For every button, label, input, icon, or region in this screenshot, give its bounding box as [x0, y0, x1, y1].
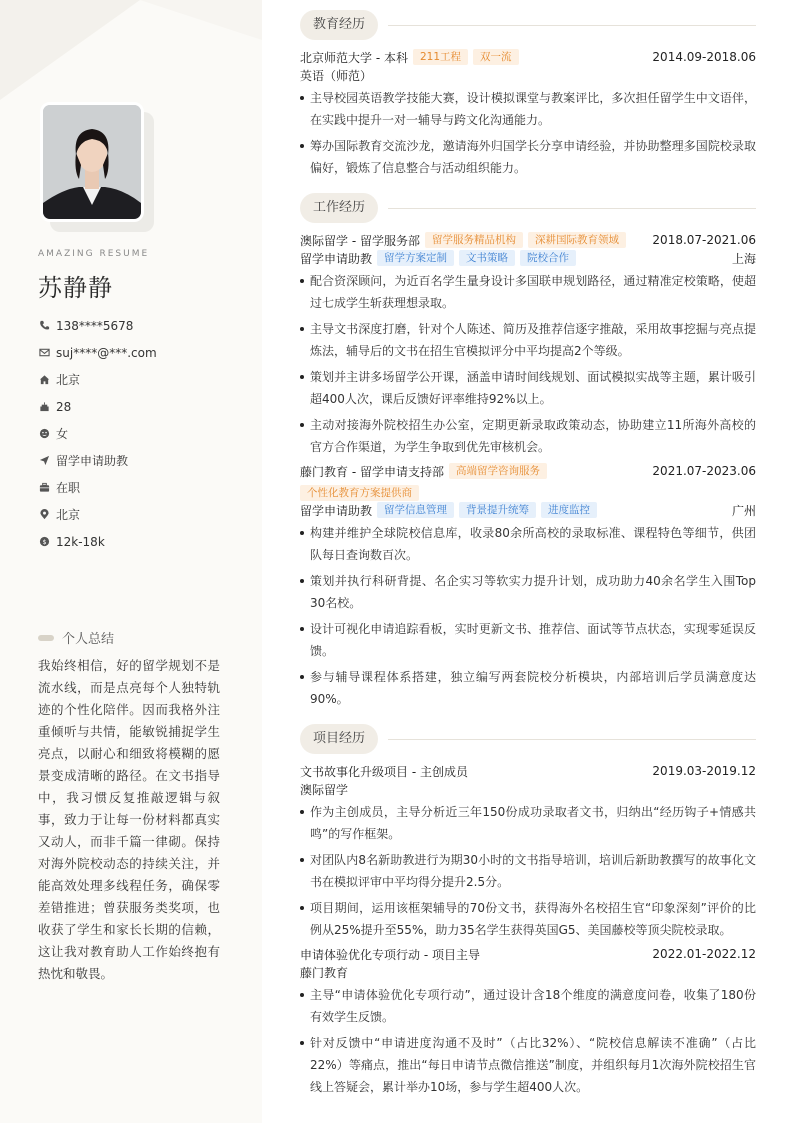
list-item: 作为主创成员，主导分析近三年150份成功录取者文书，归纳出“经历钩子+情感共鸣”的写作框架。	[300, 801, 756, 845]
list-item: 针对反馈中“申请进度沟通不及时”（占比32%）、“院校信息解读不准确”（占比22%）等痛点，推出“每日申请节点微信推送”制度，并组织每月1次海外院校招生官线上答疑会，累计举办10场，参与学生超400人次。	[300, 1032, 756, 1098]
tag: 留学服务精品机构	[425, 232, 523, 248]
tag: 高端留学咨询服务	[449, 463, 547, 479]
info-salary: $ 12k-18k	[38, 528, 248, 555]
list-item: 构建并维护全球院校信息库，收录80余所高校的录取标准、课程特色等细节，供团队每日查询数百次。	[300, 522, 756, 566]
briefcase-icon	[38, 482, 50, 494]
tag: 深耕国际教育领域	[528, 232, 626, 248]
bullet-list	[300, 984, 756, 1098]
divider	[388, 739, 756, 740]
list-item: 主导文书深度打磨，针对个人陈述、简历及推荐信逐字推敲，采用故事挖掘与亮点提炼法，辅导后的文书在招生官模拟评分中平均提高2个等级。	[300, 318, 756, 362]
list-item: 项目期间，运用该框架辅导的70份文书，获得海外名校招生官“印象深刻”评价的比例从25%提升至55%，助力35名学生获得英国G5、美国藤校等顶尖院校录取。	[300, 897, 756, 941]
phone-icon	[38, 320, 50, 332]
portrait-image	[43, 105, 141, 219]
cake-icon	[38, 401, 50, 413]
send-icon	[38, 455, 50, 467]
gender-icon	[38, 428, 50, 440]
salary-icon	[38, 536, 50, 548]
section-header	[300, 724, 756, 754]
info-position: 留学申请助教	[38, 447, 248, 474]
date-range: 2019.03-2019.12	[652, 764, 756, 778]
role: 留学申请助教	[300, 503, 373, 518]
info-status: 在职	[38, 474, 248, 501]
avatar	[40, 102, 144, 222]
tag: 留学方案定制	[377, 250, 454, 266]
divider	[388, 208, 756, 209]
bullet-list	[300, 270, 756, 458]
email-icon	[38, 347, 50, 359]
section-title: 项目经历	[300, 724, 378, 754]
organization: 藤门教育	[300, 965, 349, 980]
contact-info	[38, 312, 248, 555]
work-entry	[300, 231, 756, 458]
info-age: 28	[38, 393, 248, 420]
date-range: 2018.07-2021.06	[652, 233, 756, 247]
list-item: 主导“申请体验优化专项行动”，通过设计含18个维度的满意度问卷，收集了180份有效学生反馈。	[300, 984, 756, 1028]
info-gender: 女	[38, 420, 248, 447]
person-name: 苏静静	[38, 274, 113, 302]
city: 广州	[731, 503, 756, 518]
list-item: 配合资深顾问，为近百名学生量身设计多国联申规划路径，通过精准定校策略，使超过七成学生斩获理想录取。	[300, 270, 756, 314]
tag: 211工程	[413, 49, 468, 65]
summary-heading: 个人总结	[38, 628, 114, 647]
tag: 背景提升统筹	[459, 502, 536, 518]
tag: 双一流	[473, 49, 519, 65]
tag: 个性化教育方案提供商	[300, 485, 419, 501]
project-entry	[300, 945, 756, 1098]
city: 上海	[731, 251, 756, 266]
info-email: suj****@***.com	[38, 339, 248, 366]
location-icon	[38, 509, 50, 521]
tag: 文书策略	[459, 250, 515, 266]
bullet-list	[300, 801, 756, 941]
education-section	[300, 10, 756, 179]
list-item: 主动对接海外院校招生办公室，定期更新录取政策动态，协助建立11所海外高校的官方合作渠道，为学生争取到优先审核机会。	[300, 414, 756, 458]
company-name: 藤门教育 - 留学申请支持部	[300, 464, 444, 479]
heading-bar	[38, 635, 54, 641]
date-range: 2021.07-2023.06	[652, 464, 756, 478]
tag: 进度监控	[541, 502, 597, 518]
work-entry	[300, 462, 756, 710]
date-range: 2014.09-2018.06	[652, 50, 756, 64]
section-header	[300, 10, 756, 40]
list-item: 策划并主讲多场留学公开课，涵盖申请时间线规划、面试模拟实战等主题，累计吸引超400人次，课后反馈好评率维持92%以上。	[300, 366, 756, 410]
bullet-list	[300, 522, 756, 710]
section-header	[300, 193, 756, 223]
home-icon	[38, 374, 50, 386]
project-name: 文书故事化升级项目 - 主创成员	[300, 764, 468, 779]
list-item: 主导校园英语教学技能大赛，设计模拟课堂与教案评比，多次担任留学生中文语伴，在实践中提升一对一辅导与跨文化沟通能力。	[300, 87, 756, 131]
summary-text: 我始终相信，好的留学规划不是流水线，而是点亮每个人独特轨迹的个性化陪伴。因而我格外注重倾听与共情，能敏锐捕捉学生亮点，以耐心和细致将模糊的愿景变成清晰的路径。在文书指导中，我习惯反复推敲逻辑与叙事，致力于让每一份材料都真实又动人，而非千篇一律砌。保持对海外院校动态的持续关注，并能高效处理多线程任务，确保零差错推进；曾获服务类奖项，也收获了学生和家长长期的信赖，这让我对教育助人工作始终抱有热忱和敬畏。	[38, 658, 220, 981]
major: 英语（师范）	[300, 68, 373, 83]
section-title: 教育经历	[300, 10, 378, 40]
resume-tagline: AMAZING RESUME	[38, 249, 150, 259]
work-section	[300, 193, 756, 710]
company-name: 澳际留学 - 留学服务部	[300, 233, 420, 248]
bullet-list	[300, 87, 756, 179]
list-item: 策划并执行科研背提、名企实习等软实力提升计划，成功助力40余名学生入围Top 30名校。	[300, 570, 756, 614]
education-entry	[300, 48, 756, 179]
divider	[388, 25, 756, 26]
list-item: 参与辅导课程体系搭建，独立编写两套院校分析模块，内部培训后学员满意度达90%。	[300, 666, 756, 710]
list-item: 筹办国际教育交流沙龙，邀请海外归国学长分享申请经验，并协助整理多国院校录取偏好，锻炼了信息整合与活动组织能力。	[300, 135, 756, 179]
sidebar	[0, 0, 262, 1123]
project-entry	[300, 762, 756, 941]
role: 留学申请助教	[300, 251, 373, 266]
info-home: 北京	[38, 366, 248, 393]
date-range: 2022.01-2022.12	[652, 947, 756, 961]
section-title: 工作经历	[300, 193, 378, 223]
info-phone: 138****5678	[38, 312, 248, 339]
list-item: 设计可视化申请追踪看板，实时更新文书、推荐信、面试等节点状态，实现零延误反馈。	[300, 618, 756, 662]
project-name: 申请体验优化专项行动 - 项目主导	[300, 947, 480, 962]
school-name: 北京师范大学 - 本科	[300, 50, 408, 65]
info-location: 北京	[38, 501, 248, 528]
main-content	[300, 10, 756, 1112]
project-section	[300, 724, 756, 1098]
tag: 留学信息管理	[377, 502, 454, 518]
list-item: 对团队内8名新助教进行为期30小时的文书指导培训，培训后新助教撰写的故事化文书在模拟评审中平均得分提升2.5分。	[300, 849, 756, 893]
organization: 澳际留学	[300, 782, 349, 797]
svg-text:$: $	[41, 537, 47, 546]
tag: 院校合作	[520, 250, 576, 266]
